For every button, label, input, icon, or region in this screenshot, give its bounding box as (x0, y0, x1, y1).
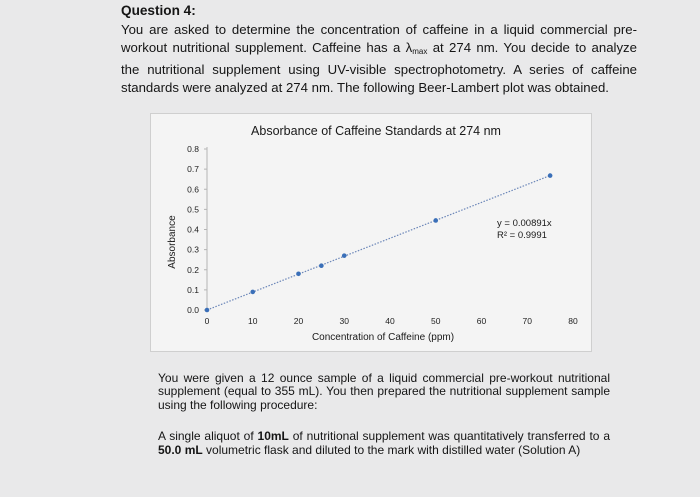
data-point (296, 271, 301, 276)
lambda-subscript: max (412, 47, 428, 56)
question-block (121, 2, 637, 97)
procedure-paragraph-2 (158, 430, 610, 457)
procedure-paragraph-1: You were given a 12 ounce sample of a liquid commercial pre-workout nutritional supplement (equal to 355 mL). You then prepared the nutritional supplement sample using the following procedure: (158, 371, 610, 412)
aliquot-volume: 10mL (257, 429, 289, 444)
procedure-text-a: A single aliquot of (158, 429, 258, 444)
question-body (121, 21, 637, 97)
procedure-block (158, 372, 610, 475)
data-point (433, 218, 438, 223)
x-tick-label: 70 (522, 316, 532, 326)
y-tick-label: 0.2 (187, 264, 199, 275)
data-point (205, 308, 210, 313)
beer-lambert-chart (150, 113, 592, 352)
question-text-2: at 274 nm. You decide to analyze the nutritional supplement using UV-visible spectrophotometry. A series of caffeine standards were analyzed at 274 nm. The following Beer-Lambert plot was obtained. (121, 40, 637, 95)
y-tick-label: 0.6 (187, 184, 199, 195)
trendline (207, 176, 550, 310)
x-tick-label: 40 (385, 316, 395, 326)
x-tick-label: 10 (248, 316, 258, 326)
x-tick-label: 30 (339, 316, 349, 326)
question-text-1: You are asked to determine the concentration of caffeine in a liquid commercial pre-workout nutritional supplement. Caffeine has a λ (121, 22, 637, 55)
data-point (250, 290, 255, 295)
y-tick-label: 0.1 (187, 284, 199, 295)
data-point (342, 253, 347, 258)
chart-title: Absorbance of Caffeine Standards at 274 nm (251, 124, 501, 138)
y-tick-label: 0.5 (187, 204, 199, 215)
question-title: Question 4: (121, 3, 196, 18)
data-point (319, 263, 324, 268)
x-axis-label: Concentration of Caffeine (ppm) (311, 332, 455, 343)
y-tick-label: 0.3 (187, 244, 199, 255)
x-tick-label: 20 (293, 316, 304, 326)
x-tick-label: 60 (476, 316, 487, 326)
trendline-equation: y = 0.00891x (497, 218, 552, 229)
data-point (548, 173, 553, 178)
y-tick-label: 0.0 (187, 305, 199, 315)
chart-svg (151, 114, 591, 351)
procedure-text-e: volumetric flask and diluted to the mark with distilled water (Solution A) (202, 442, 581, 457)
y-tick-label: 0.8 (187, 144, 199, 154)
y-tick-label: 0.4 (187, 224, 199, 235)
x-tick-label: 80 (568, 316, 578, 326)
y-tick-label: 0.7 (187, 164, 199, 175)
y-axis-label: Absorbance (167, 215, 178, 269)
flask-volume: 50.0 mL (158, 442, 203, 457)
x-tick-label: 50 (431, 316, 441, 326)
trendline-r-squared: R² = 0.9991 (497, 230, 547, 241)
procedure-text-c: of nutritional supplement was quantitatively transferred to a (288, 429, 610, 444)
x-tick-label: 0 (204, 316, 210, 326)
